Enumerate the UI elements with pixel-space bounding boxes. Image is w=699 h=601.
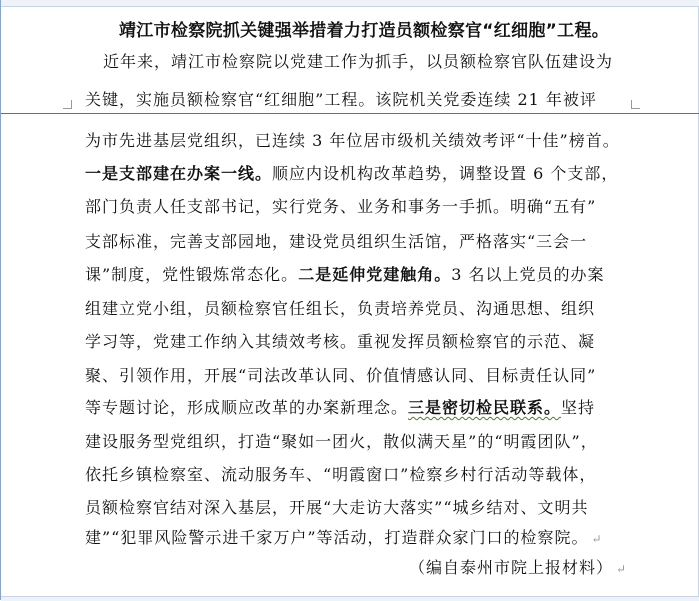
window-bottom-edge	[1, 596, 699, 601]
text-segment: 课”制度，党性锻炼常态化。	[85, 265, 299, 284]
margin-corner-mark	[63, 100, 72, 109]
text-line[interactable]: 依托乡镇检察室、流动服务车、“明霞窗口”检察乡村行活动等载体，	[85, 465, 597, 484]
text-segment: 等专题讨论，形成顺应改革的办案新理念。	[85, 398, 409, 417]
page-break-line	[1, 113, 699, 114]
source-text: （编自泰州市院上报材料）	[409, 558, 614, 577]
paragraph-mark-icon: ↵	[616, 562, 628, 576]
text-line[interactable]	[85, 525, 625, 548]
text-line[interactable]	[85, 262, 625, 285]
text-line[interactable]: 为市先进基层党组织，已连续 3 年位居市级机关绩效考评“十佳”榜首。	[85, 131, 620, 150]
text-line[interactable]	[85, 161, 625, 184]
text-line[interactable]: 支部标准，完善支部园地，建设党员组织生活馆，严格落实“三会一	[85, 232, 588, 251]
text-line[interactable]: 关键，实施员额检察官“红细胞”工程。该院机关党委连续 21 年被评	[85, 90, 597, 109]
text-line[interactable]: 部门负责人任支部书记，实行党务、业务和事务一手抓。明确“五有”	[85, 197, 597, 216]
window-top-edge	[1, 0, 699, 7]
section-heading: 一是支部建在办案一线。	[85, 164, 273, 183]
source-note[interactable]	[409, 555, 627, 578]
text-line[interactable]: 近年来，靖江市检察院以党建工作为抓手，以员额检察官队伍建设为	[103, 52, 614, 71]
section-heading: 二是延伸党建触角。	[298, 265, 452, 284]
paragraph-mark-icon: ↵	[591, 532, 603, 546]
text-line[interactable]: 员额检察官结对深入基层，开展“大走访大落实”“城乡结对、文明共	[85, 498, 589, 517]
text-segment: 坚持	[561, 398, 596, 417]
section-heading: 三是密切检民联系。	[408, 398, 562, 417]
text-line[interactable]: 聚、引领作用，开展“司法改革认同、价值情感认同、目标责任认同”	[85, 366, 597, 385]
document-title[interactable]: 靖江市检察院抓关键强举措着力打造员额检察官“红细胞”工程。	[119, 21, 610, 41]
text-line[interactable]: 组建立党小组，员额检察官任组长，负责培养党员、沟通思想、组织	[85, 299, 596, 318]
text-line[interactable]	[85, 395, 625, 418]
text-segment: 建”“犯罪风险警示进千家万户”等活动，打造群众家门口的检察院。	[85, 528, 589, 547]
text-line[interactable]: 建设服务型党组织，打造“聚如一团火，散似满天星”的“明霞团队”，	[85, 432, 598, 451]
text-segment: 顺应内设机构改革趋势，调整设置 6 个支部，	[272, 164, 619, 183]
text-line[interactable]: 学习等，党建工作纳入其绩效考核。重视发挥员额检察官的示范、凝	[85, 332, 596, 351]
text-segment: 3 名以上党员的办案	[451, 265, 605, 284]
margin-corner-mark	[631, 100, 640, 109]
